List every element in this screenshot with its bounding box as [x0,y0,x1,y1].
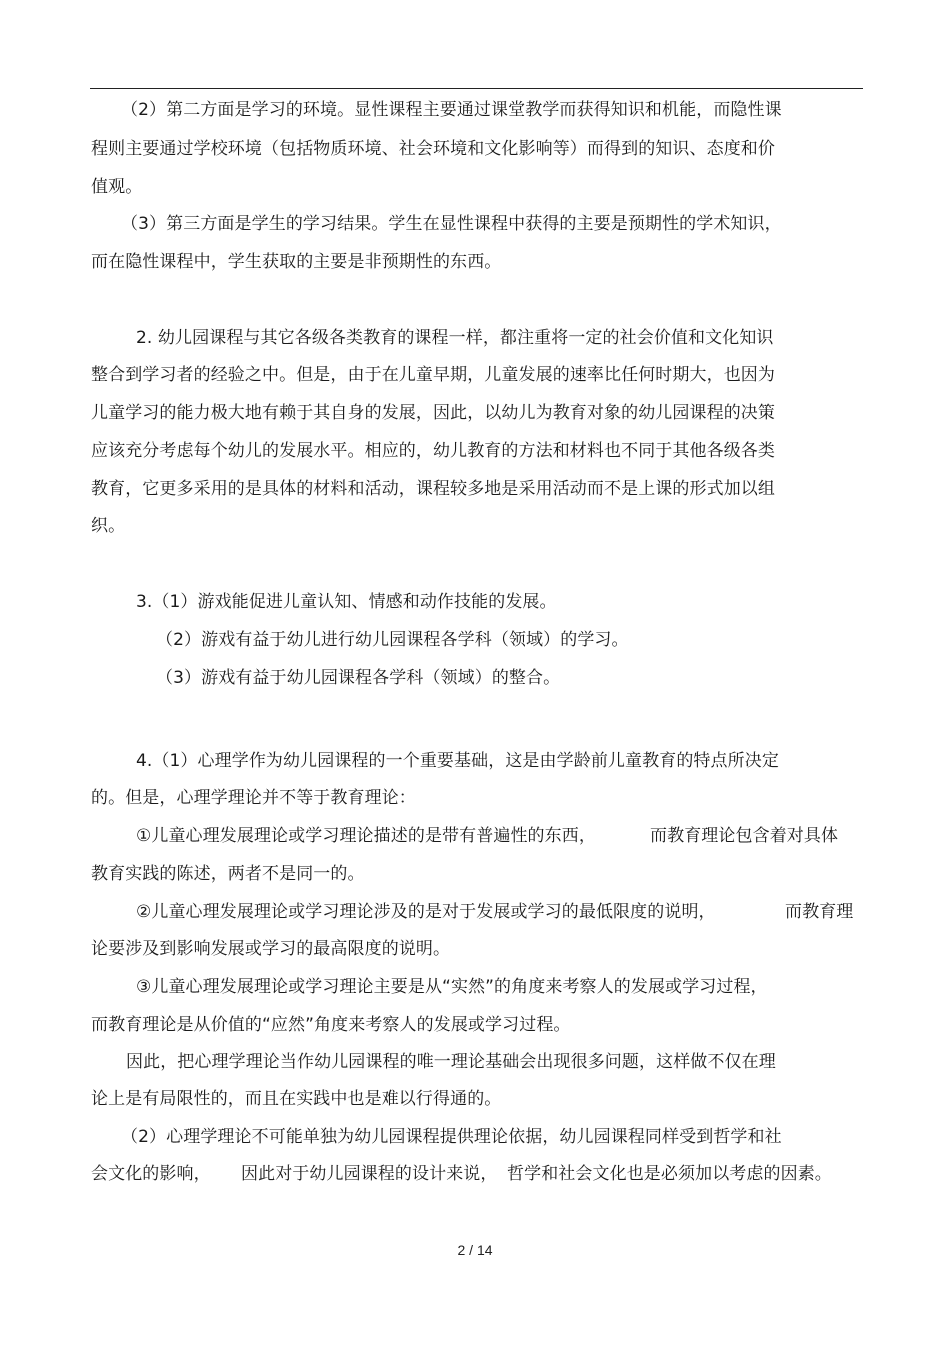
point-1-line: ①儿童心理发展理论或学习理论描述的是带有普遍性的东西， [136,826,596,846]
point-1-line: 教育实践的陈述，两者不是同一的。 [91,864,365,884]
item-3-line: 3.（1）游戏能促进儿童认知、情感和动作技能的发展。 [136,592,557,612]
paragraph-line: （2）第二方面是学习的环境。显性课程主要通过课堂教学而获得知识和机能，而隐性课 [121,100,782,120]
part-2-line: 哲学和社会文化也是必须加以考虑的因素。 [507,1164,832,1184]
point-2-line: ②儿童心理发展理论或学习理论涉及的是对于发展或学习的最低限度的说明， [136,902,716,922]
header-rule [90,88,863,89]
item-2-line: 2. 幼儿园课程与其它各级各类教育的课程一样，都注重将一定的社会价值和文化知识 [136,328,774,348]
point-2-line: 论要涉及到影响发展或学习的最高限度的说明。 [91,939,451,959]
point-3-line: 而教育理论是从价值的“应然”角度来考察人的发展或学习过程。 [91,1015,571,1035]
item-4-line: 的。但是，心理学理论并不等于教育理论： [91,788,416,808]
point-3-line: ③儿童心理发展理论或学习理论主要是从“实然”的角度来考察人的发展或学习过程， [136,977,768,997]
page-number: 2 / 14 [457,1242,493,1258]
part-2-line: （2）心理学理论不可能单独为幼儿园课程提供理论依据，幼儿园课程同样受到哲学和社 [121,1127,782,1147]
item-2-line: 整合到学习者的经验之中。但是，由于在儿童早期，儿童发展的速率比任何时期大，也因为 [91,365,775,385]
item-3-line: （3）游戏有益于幼儿园课程各学科（领域）的整合。 [156,668,561,688]
part-2-line: 因此对于幼儿园课程的设计来说， [241,1164,498,1184]
paragraph-line: 值观。 [91,177,143,197]
item-2-line: 应该充分考虑每个幼儿的发展水平。相应的，幼儿教育的方法和材料也不同于其他各级各类 [91,441,775,461]
point-1-line: 而教育理论包含着对具体 [650,826,839,846]
item-4-line: 4.（1）心理学作为幼儿园课程的一个重要基础，这是由学龄前儿童教育的特点所决定 [136,751,779,771]
paragraph-line: （3）第三方面是学生的学习结果。学生在显性课程中获得的主要是预期性的学术知识， [121,214,782,234]
item-3-line: （2）游戏有益于幼儿进行幼儿园课程各学科（领域）的学习。 [156,630,629,650]
conclusion-line: 因此，把心理学理论当作幼儿园课程的唯一理论基础会出现很多问题，这样做不仅在理 [126,1052,776,1072]
item-2-line: 教育，它更多采用的是具体的材料和活动，课程较多地是采用活动而不是上课的形式加以组 [91,479,775,499]
item-2-line: 儿童学习的能力极大地有赖于其自身的发展，因此，以幼儿为教育对象的幼儿园课程的决策 [91,403,775,423]
item-2-line: 织。 [91,516,126,536]
part-2-line: 会文化的影响， [91,1164,211,1184]
conclusion-line: 论上是有局限性的，而且在实践中也是难以行得通的。 [91,1089,502,1109]
paragraph-line: 而在隐性课程中，学生获取的主要是非预期性的东西。 [91,252,502,272]
point-2-line: 而教育理 [785,902,854,922]
paragraph-line: 程则主要通过学校环境（包括物质环境、社会环境和文化影响等）而得到的知识、态度和价 [91,139,775,159]
